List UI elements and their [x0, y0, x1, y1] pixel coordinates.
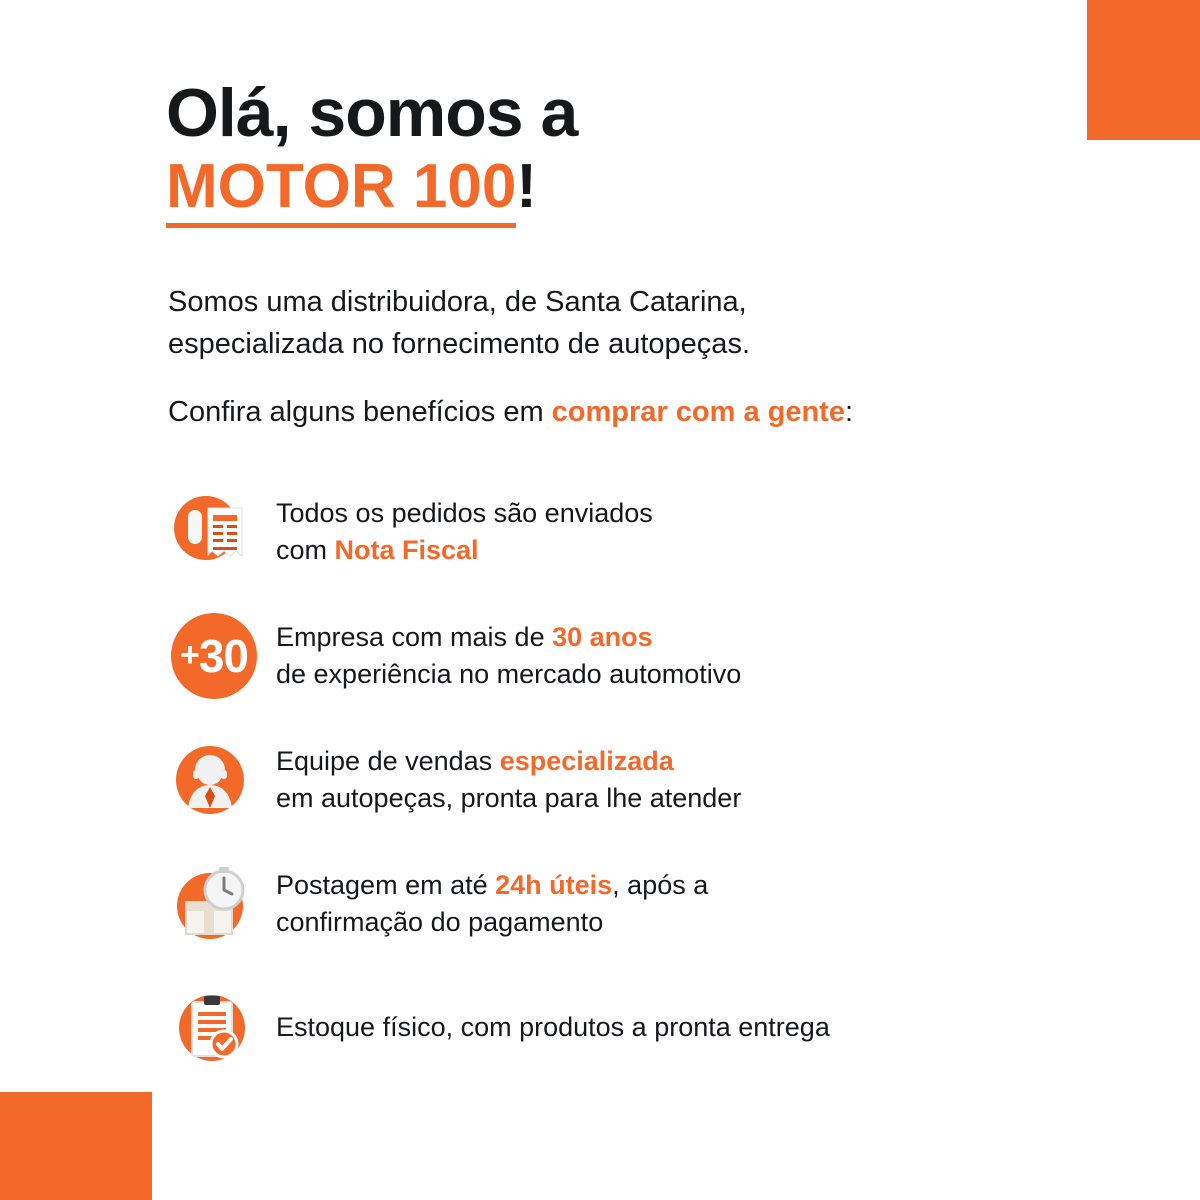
benefit-line-2: em autopeças, pronta para lhe atender: [276, 783, 742, 813]
benefits-lead-highlight: comprar com a gente: [551, 396, 845, 428]
benefit-text: [268, 619, 741, 694]
intro-line-1: Somos uma distribuidora, de Santa Catarina,: [168, 286, 747, 318]
badge-number: 30: [198, 630, 249, 682]
support-agent-icon: [160, 726, 268, 834]
benefit-text: [268, 867, 708, 942]
decorative-square-top-right: [1087, 0, 1200, 140]
benefits-lead-prefix: Confira alguns benefícios em: [168, 396, 552, 428]
benefit-text: [268, 1009, 830, 1046]
list-item: [160, 594, 1160, 718]
clipboard-check-icon: [160, 974, 268, 1082]
list-item: [160, 470, 1160, 594]
badge-label: [179, 630, 249, 682]
benefits-list: [160, 470, 1160, 1090]
headline-line-1: Olá, somos a: [166, 75, 578, 151]
benefit-line-1-suffix: , após a: [612, 869, 709, 900]
brand-name: MOTOR 100: [166, 152, 516, 228]
benefit-line-1-prefix: Equipe de vendas: [276, 745, 500, 776]
benefit-text: [268, 743, 741, 818]
benefit-text: [268, 495, 653, 570]
badge-plus: +: [179, 636, 199, 674]
benefit-line-1: [276, 619, 741, 656]
list-item: [160, 842, 1160, 966]
benefit-line-1-prefix: Postagem em até: [276, 869, 496, 900]
benefit-line-1: [276, 743, 741, 780]
benefits-lead-in: [168, 396, 1108, 429]
intro-line-2: especializada no fornecimento de autopeças.: [168, 328, 750, 361]
package-stopwatch-icon: [160, 850, 268, 958]
intro-paragraph: [168, 281, 1068, 365]
list-item: [160, 718, 1160, 842]
benefit-line-1: Estoque físico, com produtos a pronta entrega: [276, 1012, 830, 1043]
benefit-line-1: [276, 867, 708, 904]
headline-exclamation: !: [516, 152, 537, 222]
benefit-line-2: [276, 532, 653, 569]
plus-30-badge-icon: [160, 602, 268, 710]
decorative-square-bottom-left: [0, 1092, 152, 1200]
headline-line-2: [166, 153, 1066, 221]
benefit-line-2: confirmação do pagamento: [276, 907, 604, 937]
benefit-line-1-highlight: especializada: [499, 745, 674, 776]
benefit-line-1-highlight: 24h úteis: [495, 869, 613, 900]
benefit-line-2-highlight: Nota Fiscal: [334, 535, 479, 565]
benefits-lead-suffix: :: [844, 396, 854, 428]
benefit-line-1-prefix: Empresa com mais de: [276, 621, 553, 652]
benefit-line-2: de experiência no mercado automotivo: [276, 659, 742, 689]
receipt-icon: [160, 478, 268, 586]
list-item: [160, 966, 1160, 1090]
page-title: [166, 75, 1066, 222]
benefit-line-1-highlight: 30 anos: [552, 621, 653, 652]
badge-circle: [171, 613, 257, 699]
benefit-line-2-prefix: com: [276, 535, 335, 565]
benefit-line-1: Todos os pedidos são enviados: [276, 497, 653, 528]
